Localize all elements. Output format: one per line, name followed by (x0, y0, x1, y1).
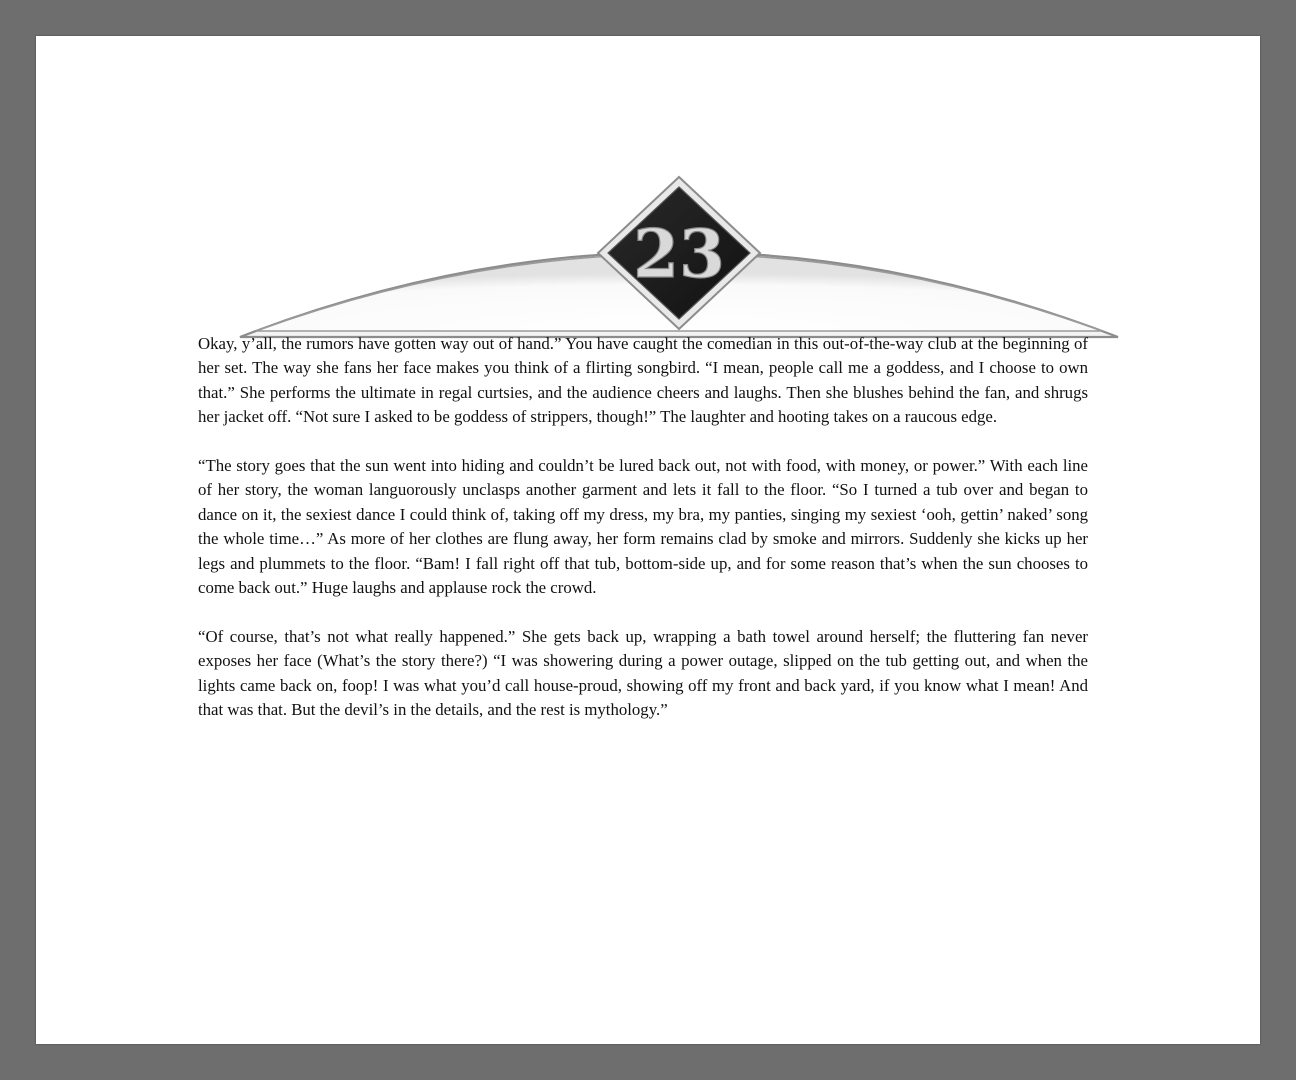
arch-frame-svg (234, 173, 1124, 343)
emblem-number: 23 (633, 215, 725, 293)
document-page (36, 36, 1260, 1044)
paragraph-2: “The story goes that the sun went into hiding and couldn’t be lured back out, not with food, with money, or power.” With each line of her story, the woman languorously unclasps another garment and lets it fall to the floor. “So I turned a tub over and began to dance on it, the sexiest dance I could think of, taking off my dress, my bra, my panties, singing my sexiest ‘ooh, gettin’ naked’ song the whole time…” As more of her clothes are flung away, her form remains clad by smoke and mirrors. Suddenly she kicks up her legs and plummets to the floor. “Bam! I fall right off that tub, bottom-side up, and for some reason that’s when the sun chooses to come back out.” Huge laughs and applause rock the crowd. (198, 456, 1088, 598)
arch-header-illustration (234, 173, 1124, 343)
story-text (198, 332, 1088, 747)
paragraph-1: Okay, y’all, the rumors have gotten way out of hand.” You have caught the comedian in this out-of-the-way club at the beginning of her set. The way she fans her face makes you think of a flirting songbird. “I mean, people call me a goddess, and I choose to own that.” She performs the ultimate in regal curtsies, and the audience cheers and laughs. Then she blushes behind the fan, and shrugs her jacket off. “Not sure I asked to be goddess of strippers, though!” The laughter and hooting takes on a raucous edge. (198, 334, 1088, 427)
paragraph-3: “Of course, that’s not what really happened.” She gets back up, wrapping a bath towel around herself; the fluttering fan never exposes her face (What’s the story there?) “I was showering during a power outage, slipped on the tub getting out, and when the lights came back on, foop! I was what you’d call house-proud, showing off my front and back yard, if you know what I mean! And that was that. But the devil’s in the details, and the rest is mythology.” (198, 626, 1088, 720)
